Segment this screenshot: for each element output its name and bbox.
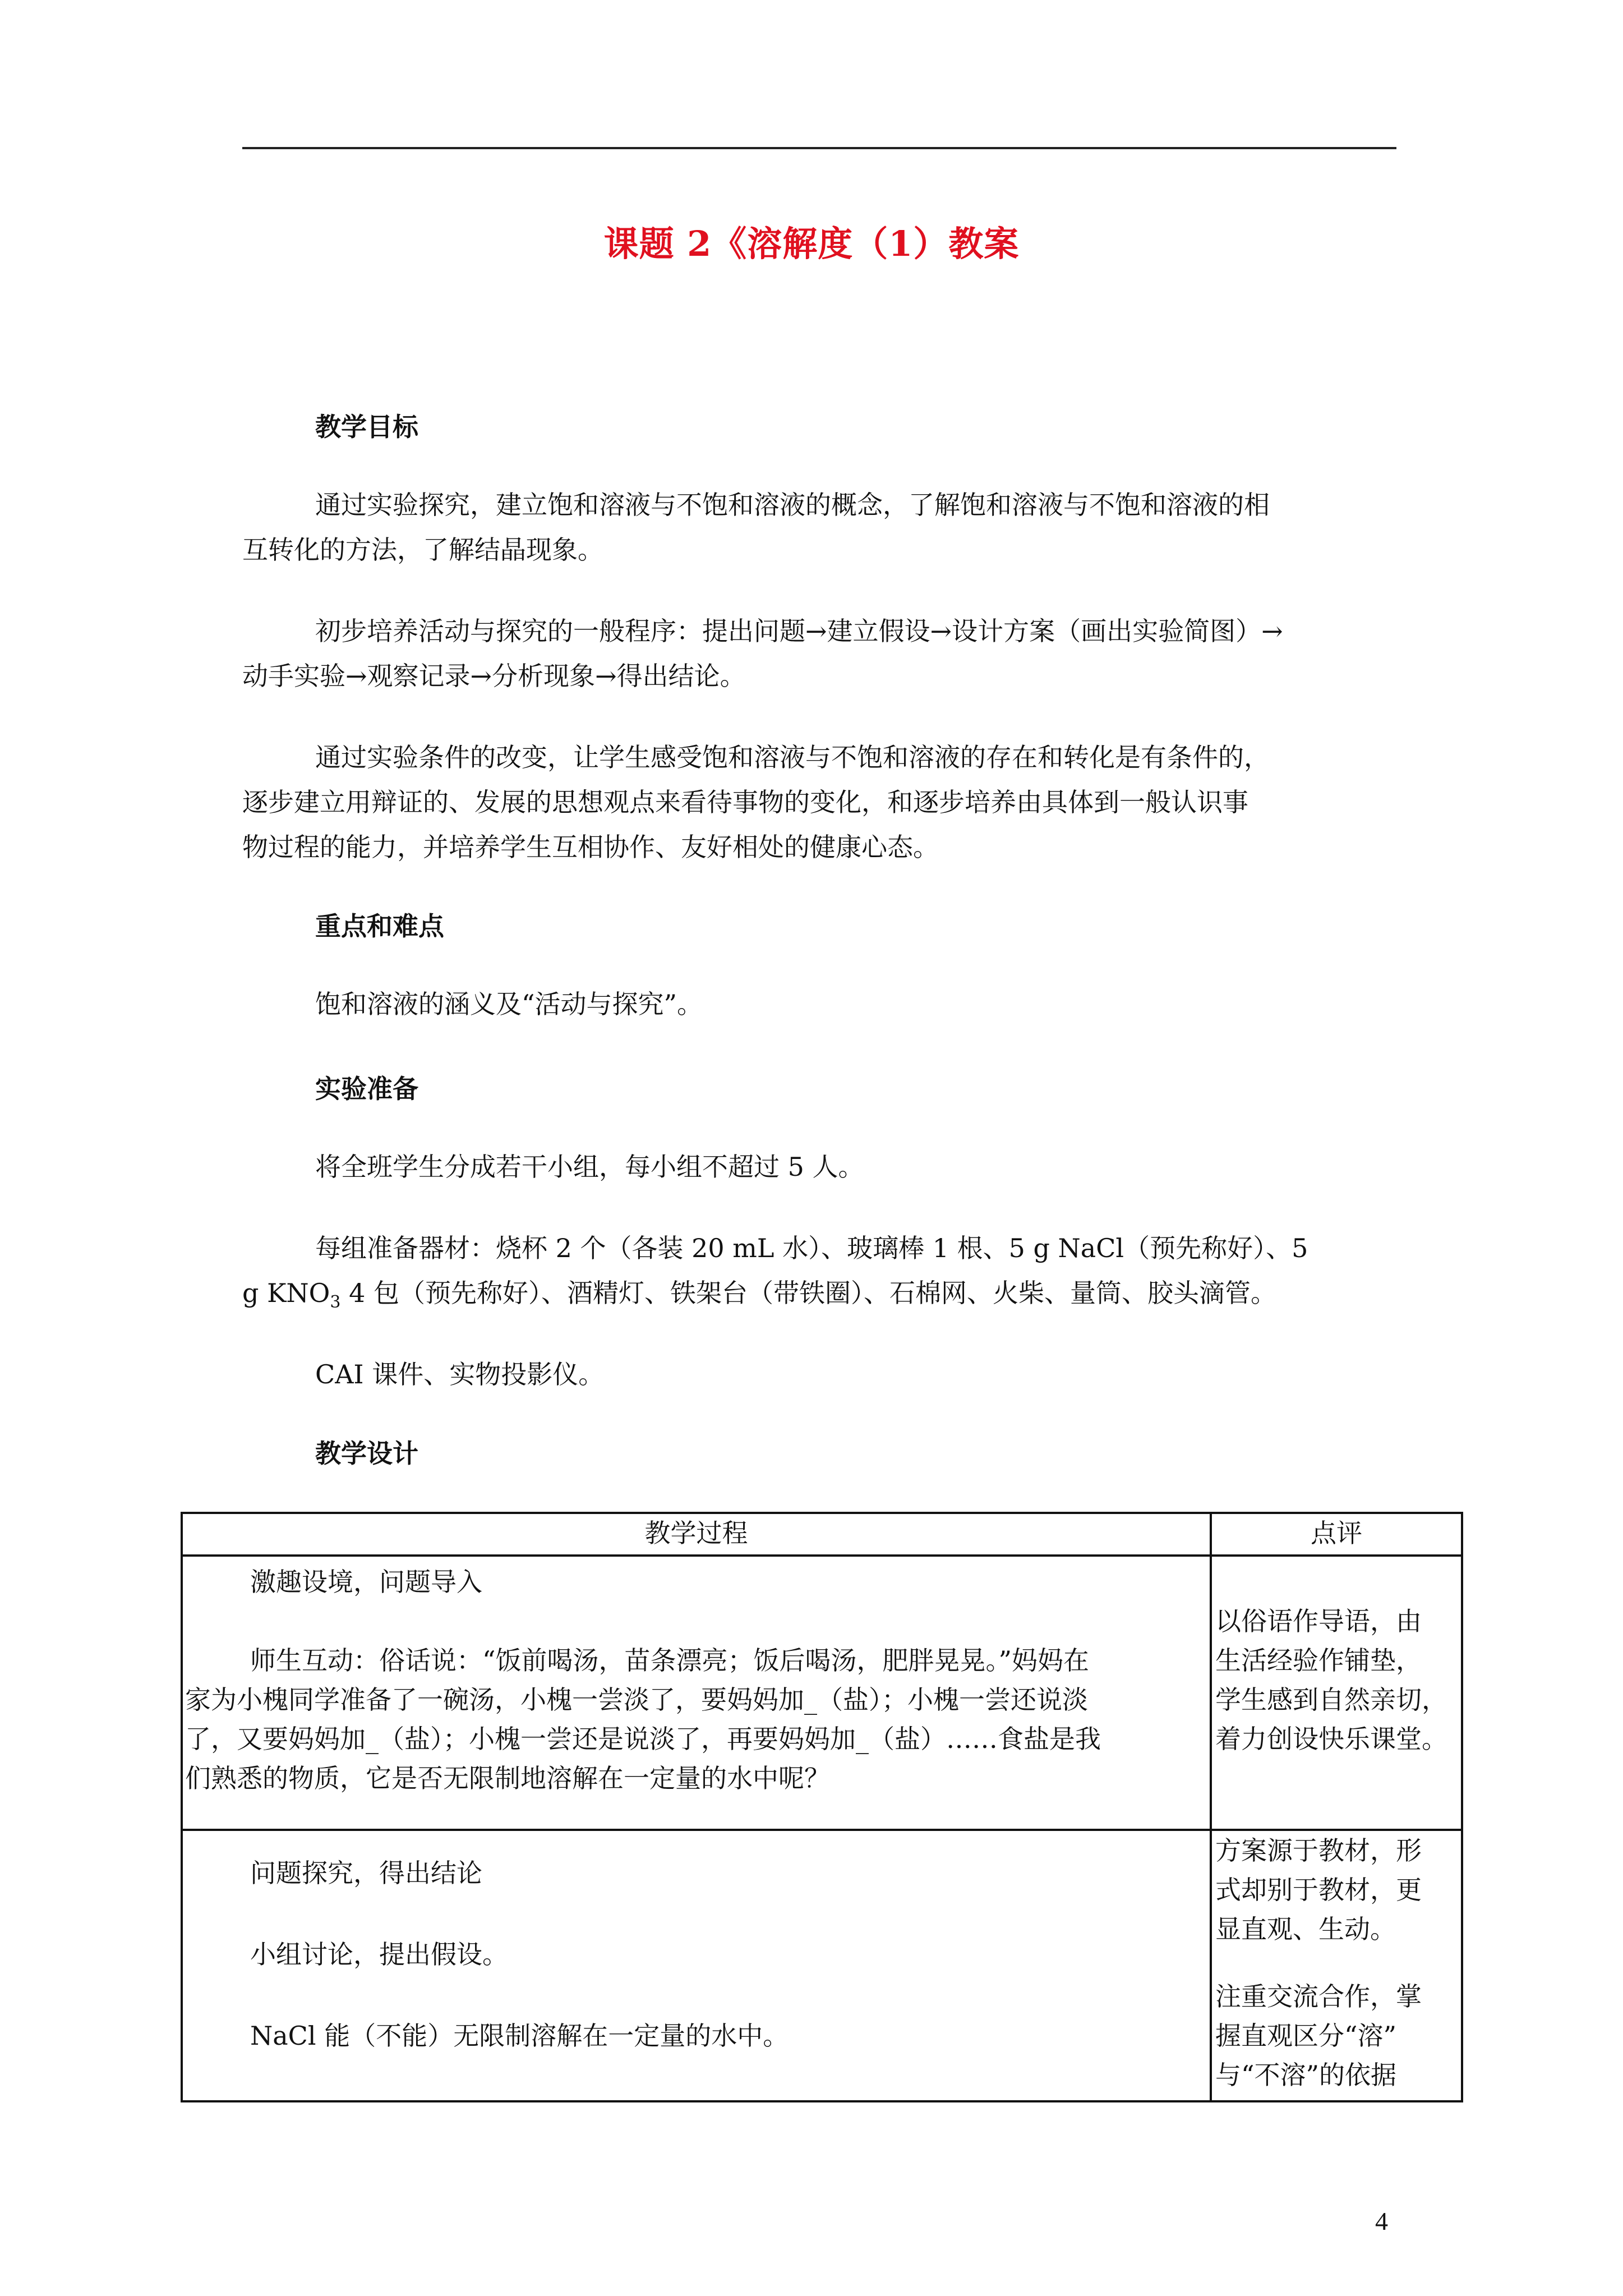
objective-3-line-3: 物过程的能力，并培养学生互相协作、友好相处的健康心态。 [242,832,939,862]
table-row [182,1830,1462,2101]
row2-comment-line-3: 显直观、生动。 [1215,1914,1396,1944]
row2-process-line-2: 小组讨论，提出假设。 [250,1939,508,1970]
objective-2-line-2: 动手实验→观察记录→分析现象→得出结论。 [242,661,746,691]
preparation-groups: 将全班学生分成若干小组，每小组不超过 5 人。 [315,1152,864,1182]
row1-comment-line-3: 学生感到自然亲切， [1215,1685,1447,1715]
row1-comment-line-1: 以俗语作导语，由 [1215,1606,1422,1636]
key-points-text: 饱和溶液的涵义及“活动与探究”。 [315,989,703,1019]
row1-process-cell [182,1556,1211,1830]
preparation-heading: 实验准备 [315,1074,418,1104]
page-number: 4 [1375,2207,1388,2235]
lesson-design-table [181,1512,1463,2102]
row1-comment-line-4: 着力创设快乐课堂。 [1215,1724,1447,1754]
row2-process-line-3: NaCl 能（不能）无限制溶解在一定量的水中。 [250,2021,789,2051]
table-row [182,1556,1462,1830]
key-points-heading: 重点和难点 [315,911,444,941]
row1-process-line-1: 师生互动：俗话说：“饭前喝汤，苗条漂亮；饭后喝汤，肥胖晃晃。”妈妈在 [250,1645,1090,1676]
table-header-row [182,1513,1462,1556]
objective-1-line-2: 互转化的方法，了解结晶现象。 [242,535,603,565]
header-rule [242,147,1396,149]
row2-comment-line-2: 式却别于教材，更 [1215,1875,1422,1905]
row2-process-title: 问题探究，得出结论 [250,1858,482,1888]
row1-process-line-4: 们熟悉的物质，它是否无限制地溶解在一定量的水中呢？ [185,1763,830,1793]
objective-3-line-2: 逐步建立用辩证的、发展的思想观点来看待事物的变化，和逐步培养由具体到一般认识事 [242,787,1248,817]
row1-process-line-3: 了，又要妈妈加_（盐）；小槐一尝还是说淡了，再要妈妈加_（盐）……食盐是我 [185,1724,1101,1754]
row1-comment-line-2: 生活经验作铺垫， [1215,1645,1422,1676]
preparation-materials-line-1: 每组准备器材：烧杯 2 个（各装 20 mL 水）、玻璃棒 1 根、5 g NaCl（预先称好）、5 [315,1233,1308,1263]
preparation-equipment: CAI 课件、实物投影仪。 [315,1359,605,1389]
row2-comment-line-5: 握直观区分“溶” [1215,2021,1397,2051]
row1-process-title: 激趣设境，问题导入 [250,1567,482,1597]
objective-3-line-1: 通过实验条件的改变，让学生感受饱和溶液与不饱和溶液的存在和转化是有条件的， [315,742,1270,772]
preparation-materials-line-2: g $KNO_3$ 4 包（预先称好）、酒精灯、铁架台（带铁圈）、石棉网、火柴、量筒、胶头滴管。 [242,1278,1277,1313]
row2-process-cell [182,1830,1211,2101]
header-comment: 点评 [1211,1513,1462,1556]
row1-process-line-2: 家为小槐同学准备了一碗汤，小槐一尝淡了，要妈妈加_（盐）；小槐一尝还说淡 [185,1685,1088,1715]
header-process: 教学过程 [182,1513,1211,1556]
row2-comment-line-6: 与“不溶”的依据 [1215,2060,1397,2090]
objective-2-line-1: 初步培养活动与探究的一般程序：提出问题→建立假设→设计方案（画出实验简图）→ [315,616,1283,646]
row1-comment-cell [1211,1556,1462,1830]
row2-comment-cell [1211,1830,1462,2101]
document-title: 课题 2《溶解度（1）教案 [603,223,1020,264]
objectives-heading: 教学目标 [315,412,418,442]
row2-comment-line-4: 注重交流合作，掌 [1215,1981,1422,2012]
row2-comment-line-1: 方案源于教材，形 [1215,1835,1422,1866]
objective-1-line-1: 通过实验探究，建立饱和溶液与不饱和溶液的概念，了解饱和溶液与不饱和溶液的相 [315,490,1270,520]
design-heading: 教学设计 [315,1438,418,1469]
